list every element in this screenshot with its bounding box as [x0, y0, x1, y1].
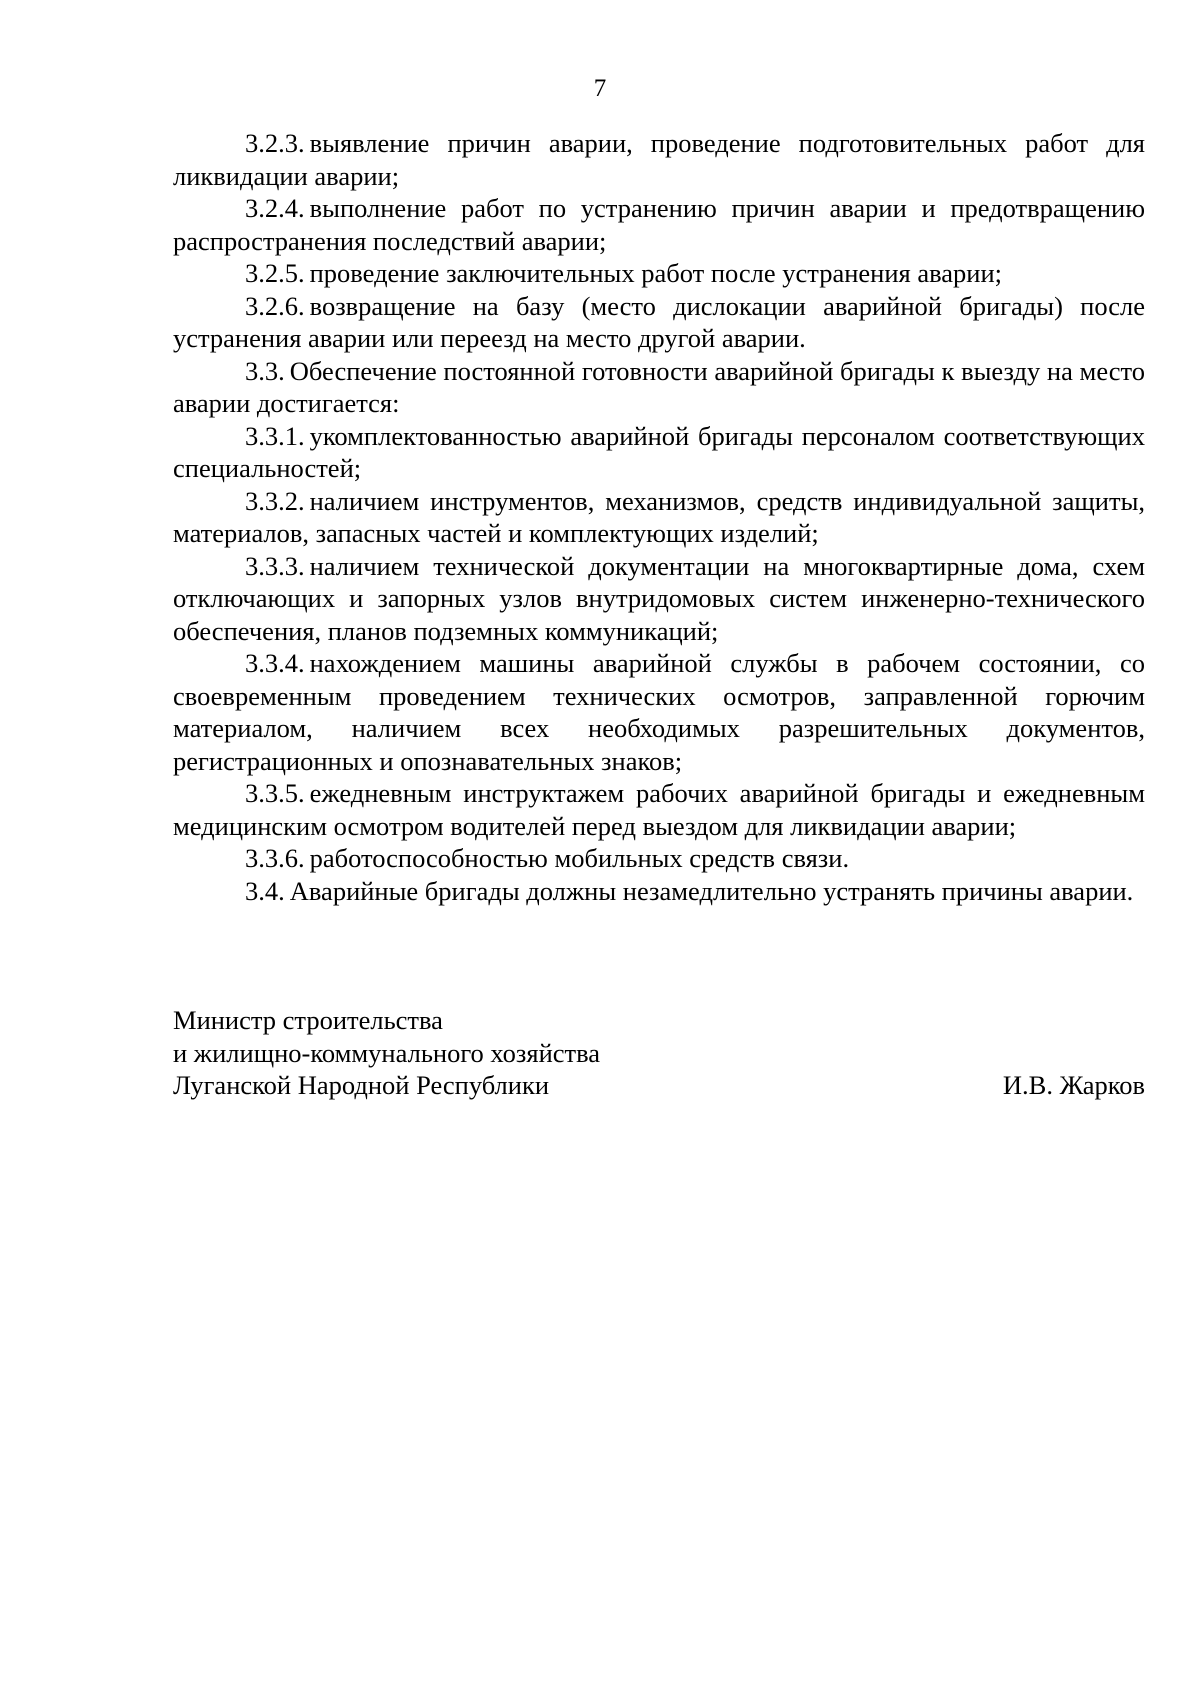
paragraph-3-3-6	[173, 842, 1145, 875]
paragraph-number: 3.2.3.	[245, 128, 305, 158]
paragraph-text: нахождением машины аварийной службы в рабочем состоянии, со своевременным проведением технических осмотров, заправленной горючим материалом, наличием всех необходимых разрешительных документов, регистрационных и опознавательных знаков;	[173, 648, 1145, 776]
paragraph-text: укомплектованностью аварийной бригады персоналом соответствующих специальностей;	[173, 420, 1145, 483]
paragraph-number: 3.2.6.	[245, 290, 305, 321]
paragraph-3-3-5	[173, 777, 1145, 842]
paragraph-number: 3.3.5.	[245, 778, 305, 808]
paragraph-text: работоспособностью мобильных средств связи.	[309, 843, 850, 873]
paragraph-number: 3.3.2.	[245, 485, 305, 516]
paragraph-3-4	[173, 875, 1145, 908]
paragraph-text: наличием инструментов, механизмов, средств индивидуальной защиты, материалов, запасных частей и комплектующих изделий;	[173, 485, 1145, 548]
paragraph-3-2-5	[173, 257, 1145, 290]
paragraph-3-3	[173, 355, 1145, 420]
paragraph-text: наличием технической документации на многоквартирные дома, схем отключающих и запорных узлов внутридомовых систем инженерно-технического обеспечения, планов подземных коммуникаций;	[173, 550, 1145, 646]
paragraph-text: возвращение на базу (место дислокации аварийной бригады) после устранения аварии или переезд на место другой аварии.	[173, 290, 1145, 353]
paragraph-number: 3.3.4.	[245, 648, 305, 678]
signer-name: И.В. Жарков	[1002, 1070, 1145, 1100]
paragraph-3-3-3	[173, 550, 1145, 648]
paragraph-3-3-1	[173, 420, 1145, 485]
signer-position-line-3: Луганской Народной Республики	[173, 1070, 550, 1100]
paragraph-number: 3.3.6.	[245, 843, 305, 873]
paragraph-number: 3.3.3.	[245, 550, 305, 581]
paragraph-number: 3.3.	[245, 355, 285, 386]
signer-position-line-2: и жилищно-коммунального хозяйства	[173, 1037, 601, 1068]
paragraph-number: 3.2.4.	[245, 193, 305, 223]
paragraph-3-3-4	[173, 647, 1145, 777]
paragraph-text: ежедневным инструктажем рабочих аварийной бригады и ежедневным медицинским осмотром водителей перед выездом для ликвидации аварии;	[173, 778, 1145, 841]
paragraph-3-2-4	[173, 192, 1145, 257]
paragraph-3-2-3	[173, 127, 1145, 192]
paragraph-3-3-2	[173, 485, 1145, 550]
paragraph-text: выполнение работ по устранению причин аварии и предотвращению распространения последствий аварии;	[173, 193, 1145, 256]
paragraph-3-2-6	[173, 290, 1145, 355]
paragraph-number: 3.3.1.	[245, 420, 305, 451]
paragraph-text: проведение заключительных работ после устранения аварии;	[309, 258, 1002, 288]
signature-block	[173, 1004, 1145, 1102]
document-body	[173, 127, 1145, 907]
paragraph-text: Обеспечение постоянной готовности аварийной бригады к выезду на место аварии достигается:	[173, 355, 1145, 418]
paragraph-text: Аварийные бригады должны незамедлительно устранять причины аварии.	[289, 875, 1134, 906]
signer-position-line-1: Министр строительства	[173, 1005, 443, 1035]
paragraph-number: 3.4.	[245, 875, 285, 906]
page-number: 7	[593, 75, 607, 102]
paragraph-number: 3.2.5.	[245, 258, 305, 288]
paragraph-text: выявление причин аварии, проведение подготовительных работ для ликвидации аварии;	[173, 128, 1145, 191]
